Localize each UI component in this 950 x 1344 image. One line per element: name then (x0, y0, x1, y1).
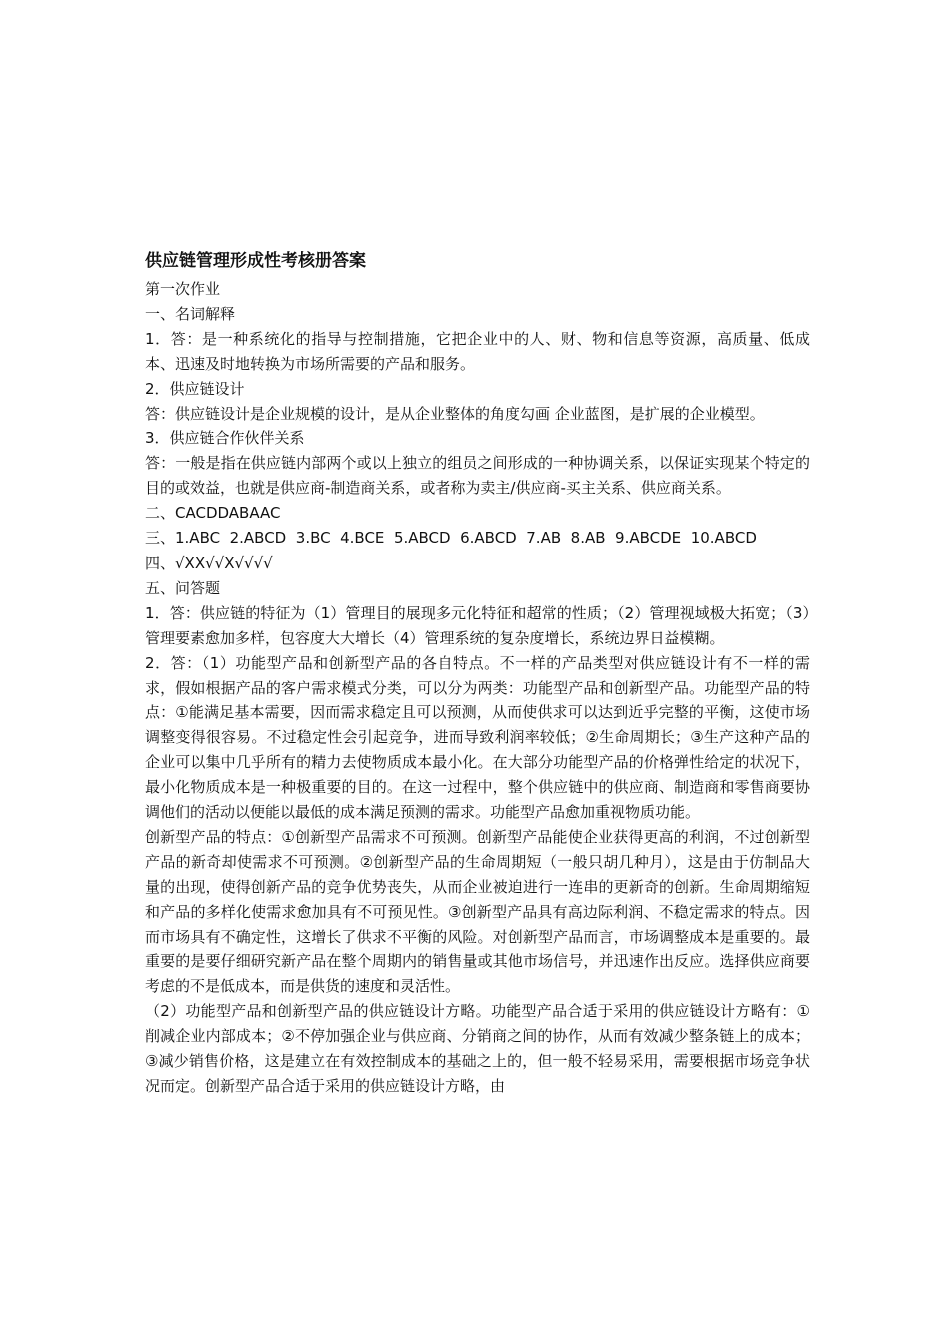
qa-answer-1: 1．答：供应链的特征为（1）管理目的展现多元化特征和超常的性质；（2）管理视域极大拓宽；（3）管理要素愈加多样，包容度大大增长（4）管理系统的复杂度增长，系统边界日益模糊。 (145, 603, 810, 647)
section-five-heading: 五、问答题 (145, 578, 221, 597)
section-two-answers: 二、CACDDABAAC (145, 504, 281, 523)
term-3-heading: 3．供应链合作伙伴关系 (145, 429, 305, 448)
section-four-answers: 四、√XX√√X√√√√ (145, 553, 273, 572)
document-page (145, 245, 810, 1099)
term-2-heading: 2．供应链设计 (145, 379, 245, 398)
answer-3: 答：一般是指在供应链内部两个或以上独立的组员之间形成的一种协调关系，以保证实现某个特定的目的或效益，也就是供应商-制造商关系，或者称为卖主/供应商-买主关系、供应商关系。 (145, 454, 810, 498)
qa-answer-2-part2: （2）功能型产品和创新型产品的供应链设计方略。功能型产品合适于采用的供应链设计方略有：①削减企业内部成本；②不停加强企业与供应商、分销商之间的协作，从而有效减少整条链上的成本；③减少销售价格，这是建立在有效控制成本的基础之上的，但一般不轻易采用，需要根据市场竞争状况而定。创新型产品合适于采用的供应链设计方略，由 (145, 1002, 810, 1095)
section-one-heading: 一、名词解释 (145, 304, 236, 323)
section-three-answers: 三、1.ABC 2.ABCD 3.BC 4.BCE 5.ABCD 6.ABCD 7.AB 8.AB 9.ABCDE 10.ABCD (145, 529, 757, 548)
answer-1: 1．答：是一种系统化的指导与控制措施，它把企业中的人、财、物和信息等资源，高质量、低成本、迅速及时地转换为市场所需要的产品和服务。 (145, 329, 810, 373)
assignment-heading: 第一次作业 (145, 280, 221, 298)
qa-answer-2-part1: 2．答：（1）功能型产品和创新型产品的各自特点。不一样的产品类型对供应链设计有不一样的需求，假如根据产品的客户需求模式分类，可以分为两类：功能型产品和创新型产品。功能型产品的特点：①能满足基本需要，因而需求稳定且可以预测，从而使供求可以达到近乎完整的平衡，这使市场调整变得很容易。不过稳定性会引起竞争，进而导致利润率较低；②生命周期长；③生产这种产品的企业可以集中几乎所有的精力去使物质成本最小化。在大部分功能型产品的价格弹性给定的状况下，最小化物质成本是一种极重要的目的。在这一过程中，整个供应链中的供应商、制造商和零售商要协调他们的活动以便能以最低的成本满足预测的需求。功能型产品愈加重视物质功能。 (145, 653, 810, 822)
answer-2: 答：供应链设计是企业规模的设计，是从企业整体的角度勾画 企业蓝图，是扩展的企业模型。 (145, 404, 765, 423)
document-title: 供应链管理形成性考核册答案 (145, 251, 366, 271)
qa-answer-2-innovative: 创新型产品的特点：①创新型产品需求不可预测。创新型产品能使企业获得更高的利润，不过创新型产品的新奇却使需求不可预测。②创新型产品的生命周期短（一般只胡几种月），这是由于仿制品大量的出现，使得创新产品的竞争优势丧失，从而企业被迫进行一连串的更新奇的创新。生命周期缩短和产品的多样化使需求愈加具有不可预见性。③创新型产品具有高边际利润、不稳定需求的特点。因而市场具有不确定性，这增长了供求不平衡的风险。对创新型产品而言，市场调整成本是重要的。最重要的是要仔细研究新产品在整个周期内的销售量或其他市场信号，并迅速作出反应。选择供应商要考虑的不是低成本，而是供货的速度和灵活性。 (145, 827, 810, 996)
